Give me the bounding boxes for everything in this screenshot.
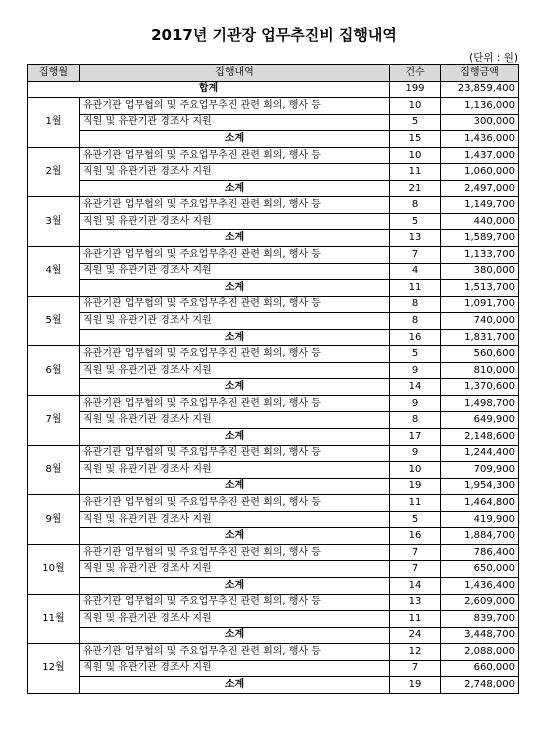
description-cell: 유관기관 업무협의 및 주요업무추진 관련 회의, 행사 등 <box>80 247 390 264</box>
count-cell: 10 <box>390 98 441 115</box>
description-cell: 유관기관 업무협의 및 주요업무추진 관련 회의, 행사 등 <box>80 296 390 313</box>
amount-cell: 660,000 <box>441 660 519 677</box>
subtotal-amount: 1,831,700 <box>441 329 519 346</box>
table-row <box>28 462 519 479</box>
description-cell: 직원 및 유관기관 경조사 지원 <box>80 412 390 429</box>
count-cell: 10 <box>390 462 441 479</box>
subtotal-amount: 1,436,400 <box>441 577 519 594</box>
count-cell: 8 <box>390 412 441 429</box>
grand-total-row <box>28 81 519 98</box>
subtotal-row <box>28 627 519 644</box>
description-cell: 유관기관 업무협의 및 주요업무추진 관련 회의, 행사 등 <box>80 544 390 561</box>
subtotal-amount: 1,954,300 <box>441 478 519 495</box>
table-row <box>28 544 519 561</box>
month-cell: 6월 <box>28 346 80 396</box>
count-cell: 7 <box>390 544 441 561</box>
table-row <box>28 644 519 661</box>
description-cell: 직원 및 유관기관 경조사 지원 <box>80 164 390 181</box>
subtotal-amount: 1,884,700 <box>441 528 519 545</box>
description-cell: 유관기관 업무협의 및 주요업무추진 관련 회의, 행사 등 <box>80 495 390 512</box>
amount-cell: 560,600 <box>441 346 519 363</box>
description-cell: 유관기관 업무협의 및 주요업무추진 관련 회의, 행사 등 <box>80 98 390 115</box>
description-cell: 유관기관 업무협의 및 주요업무추진 관련 회의, 행사 등 <box>80 197 390 214</box>
amount-cell: 709,900 <box>441 462 519 479</box>
subtotal-count: 19 <box>390 677 441 694</box>
subtotal-row <box>28 379 519 396</box>
description-cell: 유관기관 업무협의 및 주요업무추진 관련 회의, 행사 등 <box>80 147 390 164</box>
amount-cell: 1,498,700 <box>441 395 519 412</box>
description-cell: 직원 및 유관기관 경조사 지원 <box>80 561 390 578</box>
table-row <box>28 263 519 280</box>
amount-cell: 419,900 <box>441 511 519 528</box>
header-count: 건수 <box>390 65 441 82</box>
amount-cell: 839,700 <box>441 611 519 628</box>
count-cell: 5 <box>390 346 441 363</box>
description-cell: 직원 및 유관기관 경조사 지원 <box>80 362 390 379</box>
subtotal-amount: 1,589,700 <box>441 230 519 247</box>
table-row <box>28 313 519 330</box>
table-row <box>28 213 519 230</box>
table-row <box>28 247 519 264</box>
subtotal-label: 소계 <box>80 379 390 396</box>
subtotal-amount: 2,497,000 <box>441 180 519 197</box>
amount-cell: 1,136,000 <box>441 98 519 115</box>
subtotal-row <box>28 429 519 446</box>
subtotal-count: 24 <box>390 627 441 644</box>
count-cell: 5 <box>390 213 441 230</box>
count-cell: 11 <box>390 611 441 628</box>
count-cell: 8 <box>390 296 441 313</box>
subtotal-row <box>28 131 519 148</box>
description-cell: 유관기관 업무협의 및 주요업무추진 관련 회의, 행사 등 <box>80 594 390 611</box>
amount-cell: 1,091,700 <box>441 296 519 313</box>
table-row <box>28 296 519 313</box>
table-row <box>28 395 519 412</box>
description-cell: 유관기관 업무협의 및 주요업무추진 관련 회의, 행사 등 <box>80 346 390 363</box>
count-cell: 7 <box>390 247 441 264</box>
amount-cell: 810,000 <box>441 362 519 379</box>
count-cell: 4 <box>390 263 441 280</box>
count-cell: 9 <box>390 362 441 379</box>
table-row <box>28 561 519 578</box>
amount-cell: 300,000 <box>441 114 519 131</box>
month-cell: 11월 <box>28 594 80 644</box>
amount-cell: 1,060,000 <box>441 164 519 181</box>
amount-cell: 380,000 <box>441 263 519 280</box>
amount-cell: 440,000 <box>441 213 519 230</box>
subtotal-amount: 1,513,700 <box>441 280 519 297</box>
subtotal-count: 19 <box>390 478 441 495</box>
count-cell: 12 <box>390 644 441 661</box>
header-description: 집행내역 <box>80 65 390 82</box>
description-cell: 직원 및 유관기관 경조사 지원 <box>80 313 390 330</box>
count-cell: 8 <box>390 197 441 214</box>
grand-total-label: 합계 <box>28 81 390 98</box>
amount-cell: 1,437,000 <box>441 147 519 164</box>
subtotal-count: 21 <box>390 180 441 197</box>
subtotal-count: 16 <box>390 329 441 346</box>
subtotal-row <box>28 230 519 247</box>
table-row <box>28 164 519 181</box>
description-cell: 유관기관 업무협의 및 주요업무추진 관련 회의, 행사 등 <box>80 445 390 462</box>
table-row <box>28 594 519 611</box>
amount-cell: 1,244,400 <box>441 445 519 462</box>
table-row <box>28 114 519 131</box>
subtotal-amount: 2,748,000 <box>441 677 519 694</box>
description-cell: 직원 및 유관기관 경조사 지원 <box>80 511 390 528</box>
subtotal-label: 소계 <box>80 627 390 644</box>
table-row <box>28 98 519 115</box>
count-cell: 7 <box>390 561 441 578</box>
subtotal-label: 소계 <box>80 180 390 197</box>
amount-cell: 649,900 <box>441 412 519 429</box>
month-cell: 9월 <box>28 495 80 545</box>
table-row <box>28 495 519 512</box>
subtotal-row <box>28 329 519 346</box>
description-cell: 직원 및 유관기관 경조사 지원 <box>80 263 390 280</box>
month-cell: 1월 <box>28 98 80 148</box>
count-cell: 5 <box>390 511 441 528</box>
header-amount: 집행금액 <box>441 65 519 82</box>
amount-cell: 650,000 <box>441 561 519 578</box>
expense-table <box>27 64 519 694</box>
count-cell: 9 <box>390 395 441 412</box>
subtotal-label: 소계 <box>80 230 390 247</box>
description-cell: 직원 및 유관기관 경조사 지원 <box>80 660 390 677</box>
header-row <box>28 65 519 82</box>
table-row <box>28 362 519 379</box>
amount-cell: 2,609,000 <box>441 594 519 611</box>
count-cell: 7 <box>390 660 441 677</box>
amount-cell: 740,000 <box>441 313 519 330</box>
grand-total-count: 199 <box>390 81 441 98</box>
amount-cell: 786,400 <box>441 544 519 561</box>
unit-label: (단위 : 원) <box>469 52 518 64</box>
subtotal-count: 15 <box>390 131 441 148</box>
subtotal-count: 14 <box>390 577 441 594</box>
subtotal-label: 소계 <box>80 429 390 446</box>
table-row <box>28 197 519 214</box>
description-cell: 유관기관 업무협의 및 주요업무추진 관련 회의, 행사 등 <box>80 395 390 412</box>
subtotal-row <box>28 577 519 594</box>
header-month: 집행월 <box>28 65 80 82</box>
subtotal-label: 소계 <box>80 329 390 346</box>
count-cell: 13 <box>390 594 441 611</box>
month-cell: 8월 <box>28 445 80 495</box>
subtotal-count: 17 <box>390 429 441 446</box>
grand-total-amount: 23,859,400 <box>441 81 519 98</box>
subtotal-amount: 1,370,600 <box>441 379 519 396</box>
description-cell: 유관기관 업무협의 및 주요업무추진 관련 회의, 행사 등 <box>80 644 390 661</box>
amount-cell: 1,133,700 <box>441 247 519 264</box>
subtotal-amount: 3,448,700 <box>441 627 519 644</box>
count-cell: 8 <box>390 313 441 330</box>
table-row <box>28 660 519 677</box>
amount-cell: 1,464,800 <box>441 495 519 512</box>
count-cell: 11 <box>390 495 441 512</box>
subtotal-row <box>28 478 519 495</box>
amount-cell: 2,088,000 <box>441 644 519 661</box>
subtotal-label: 소계 <box>80 577 390 594</box>
subtotal-count: 14 <box>390 379 441 396</box>
subtotal-count: 11 <box>390 280 441 297</box>
subtotal-label: 소계 <box>80 478 390 495</box>
subtotal-row <box>28 180 519 197</box>
subtotal-row <box>28 677 519 694</box>
count-cell: 5 <box>390 114 441 131</box>
subtotal-row <box>28 280 519 297</box>
subtotal-row <box>28 528 519 545</box>
table-row <box>28 346 519 363</box>
subtotal-count: 16 <box>390 528 441 545</box>
table-row <box>28 412 519 429</box>
month-cell: 12월 <box>28 644 80 694</box>
table-row <box>28 511 519 528</box>
subtotal-amount: 1,436,000 <box>441 131 519 148</box>
description-cell: 직원 및 유관기관 경조사 지원 <box>80 611 390 628</box>
month-cell: 2월 <box>28 147 80 197</box>
month-cell: 7월 <box>28 395 80 445</box>
description-cell: 직원 및 유관기관 경조사 지원 <box>80 462 390 479</box>
month-cell: 10월 <box>28 544 80 594</box>
table-row <box>28 445 519 462</box>
subtotal-amount: 2,148,600 <box>441 429 519 446</box>
month-cell: 3월 <box>28 197 80 247</box>
description-cell: 직원 및 유관기관 경조사 지원 <box>80 213 390 230</box>
count-cell: 9 <box>390 445 441 462</box>
subtotal-label: 소계 <box>80 280 390 297</box>
description-cell: 직원 및 유관기관 경조사 지원 <box>80 114 390 131</box>
subtotal-count: 13 <box>390 230 441 247</box>
table-row <box>28 147 519 164</box>
count-cell: 11 <box>390 164 441 181</box>
subtotal-label: 소계 <box>80 528 390 545</box>
subtotal-label: 소계 <box>80 131 390 148</box>
count-cell: 10 <box>390 147 441 164</box>
page-title: 2017년 기관장 업무추진비 집행내역 <box>151 26 397 44</box>
month-cell: 4월 <box>28 247 80 297</box>
table-row <box>28 611 519 628</box>
month-cell: 5월 <box>28 296 80 346</box>
amount-cell: 1,149,700 <box>441 197 519 214</box>
subtotal-label: 소계 <box>80 677 390 694</box>
